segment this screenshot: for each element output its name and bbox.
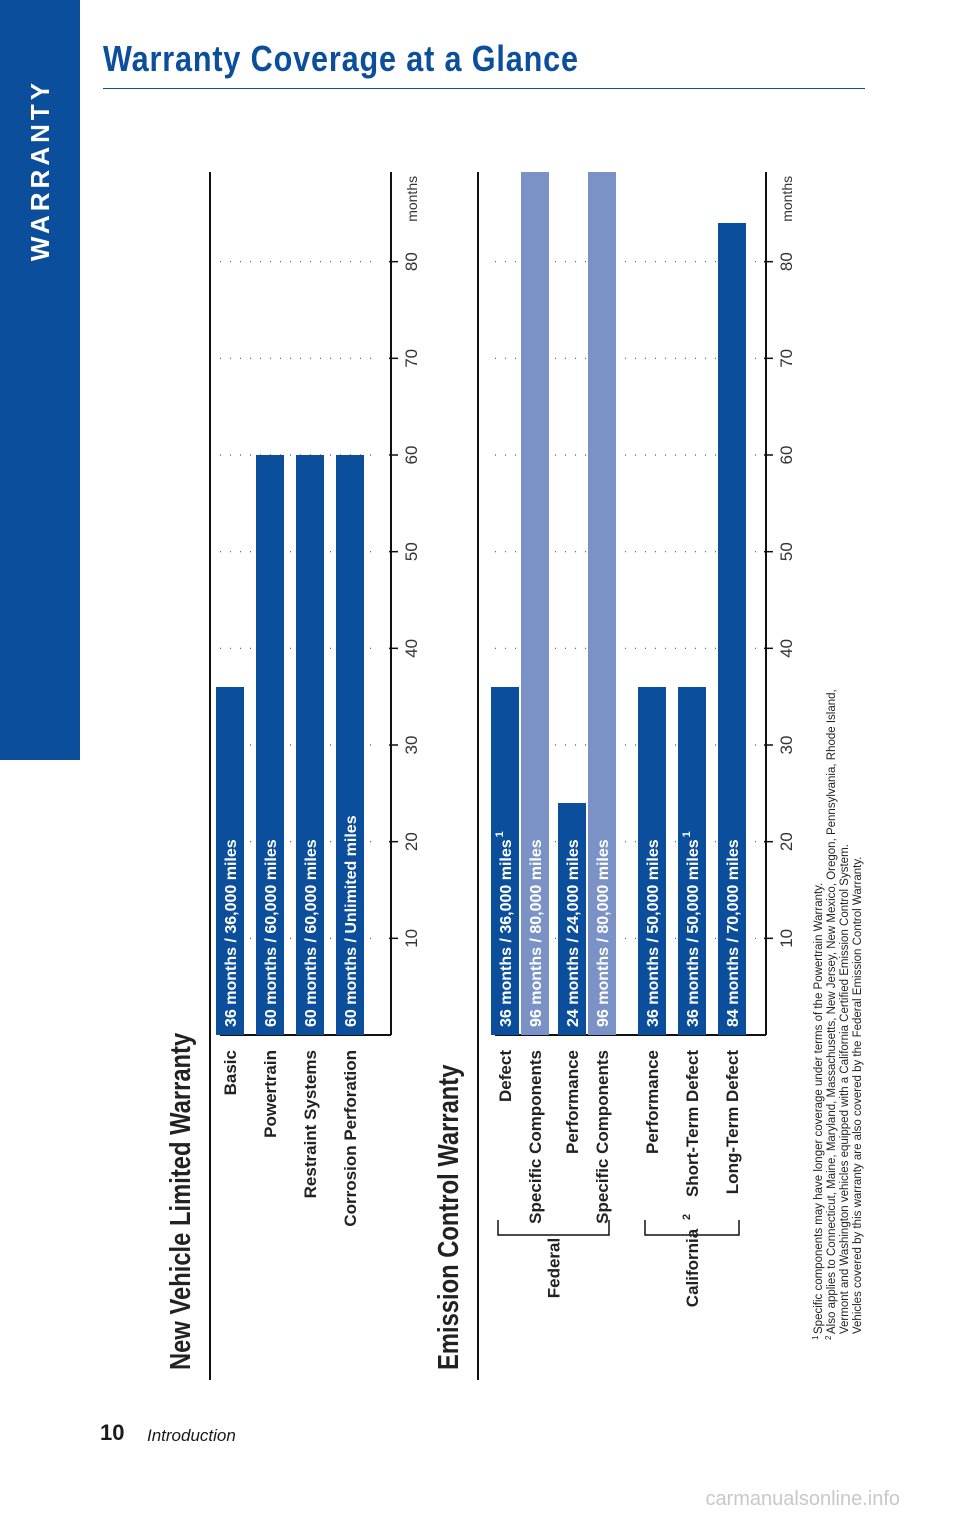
- group-label: Federal: [544, 1237, 564, 1299]
- category-label: Corrosion Perforation: [341, 1050, 360, 1227]
- title-rule: [103, 88, 865, 89]
- footnote-text: Vermont and Washington vehicles equipped with a California Certified Emission Control System.: [839, 844, 851, 1334]
- chart-title: Emission Control Warranty: [431, 1064, 465, 1370]
- category-label: Performance: [643, 1050, 662, 1154]
- footnote-text: Vehicles covered by this warranty are also covered by the Federal Emission Control Warranty.: [852, 856, 864, 1334]
- bar-label: 36 months / 50,000 miles: [645, 839, 662, 1027]
- tick-label: 10: [777, 928, 796, 948]
- tick-label: 30: [777, 735, 796, 755]
- tick-label: 10: [402, 928, 421, 948]
- category-label: Specific Components: [593, 1050, 612, 1224]
- category-label: Short-Term Defect: [683, 1050, 702, 1198]
- bar-label: 84 months / 70,000 miles: [725, 839, 742, 1027]
- tick-label: 30: [402, 735, 421, 755]
- bar-label: 36 months / 36,000 miles: [223, 839, 240, 1027]
- tick-label: 80: [402, 252, 421, 272]
- category-label: Specific Components: [526, 1050, 545, 1224]
- tick-label: 50: [777, 542, 796, 562]
- tick-label: 70: [777, 348, 796, 368]
- page-number: 10: [100, 1420, 125, 1445]
- bar-label: 36 months / 50,000 miles: [685, 839, 702, 1027]
- chart-title: New Vehicle Limited Warranty: [163, 1032, 197, 1370]
- tick-label: 50: [402, 542, 421, 562]
- side-tab: [0, 0, 80, 760]
- category-label: Powertrain: [261, 1050, 280, 1138]
- tick-label: 80: [777, 252, 796, 272]
- footnote-mark: 1: [811, 1335, 820, 1340]
- unit-label: months: [404, 175, 420, 222]
- tick-label: 20: [777, 832, 796, 852]
- unit-label: months: [779, 175, 795, 222]
- warranty-charts: [140, 172, 870, 1380]
- category-label: Defect: [496, 1050, 515, 1102]
- bar-label: 60 months / Unlimited miles: [343, 815, 360, 1027]
- section-name: Introduction: [147, 1426, 236, 1445]
- tick-label: 40: [402, 638, 421, 658]
- tick-label: 40: [777, 638, 796, 658]
- site-watermark: carmanualsonline.info: [705, 1488, 900, 1510]
- category-label: Restraint Systems: [301, 1050, 320, 1199]
- group-label: California: [683, 1228, 702, 1308]
- tick-label: 20: [402, 832, 421, 852]
- tick-label: 70: [402, 348, 421, 368]
- footnote-text: Specific components may have longer coverage under terms of the Powertrain Warranty.: [813, 882, 825, 1334]
- footnote-mark: 2: [824, 1335, 833, 1340]
- bar-label: 36 months / 36,000 miles: [498, 839, 515, 1027]
- tick-label: 60: [402, 445, 421, 465]
- tick-label: 60: [777, 445, 796, 465]
- category-label: Long-Term Defect: [723, 1050, 742, 1195]
- bar-label-footnote-mark: 1: [681, 831, 693, 838]
- footnote-text: Also applies to Connecticut, Maine, Maryland, Massachusetts, New Jersey, New Mexico, Oregon, Pennsylvania, Rhode Island,: [826, 689, 838, 1334]
- bar-label: 96 months / 80,000 miles: [528, 839, 545, 1027]
- side-tab-label: WARRANTY: [25, 78, 55, 262]
- page-title: Warranty Coverage at a Glance: [103, 38, 579, 79]
- bar-label: 60 months / 60,000 miles: [303, 839, 320, 1027]
- bar-label: 96 months / 80,000 miles: [595, 839, 612, 1027]
- category-label: Basic: [221, 1050, 240, 1096]
- group-label-footnote-mark: 2: [681, 1213, 693, 1220]
- bar-label-footnote-mark: 1: [494, 831, 506, 838]
- bar-label: 60 months / 60,000 miles: [263, 839, 280, 1027]
- bar-label: 24 months / 24,000 miles: [565, 839, 582, 1027]
- category-label: Performance: [563, 1050, 582, 1154]
